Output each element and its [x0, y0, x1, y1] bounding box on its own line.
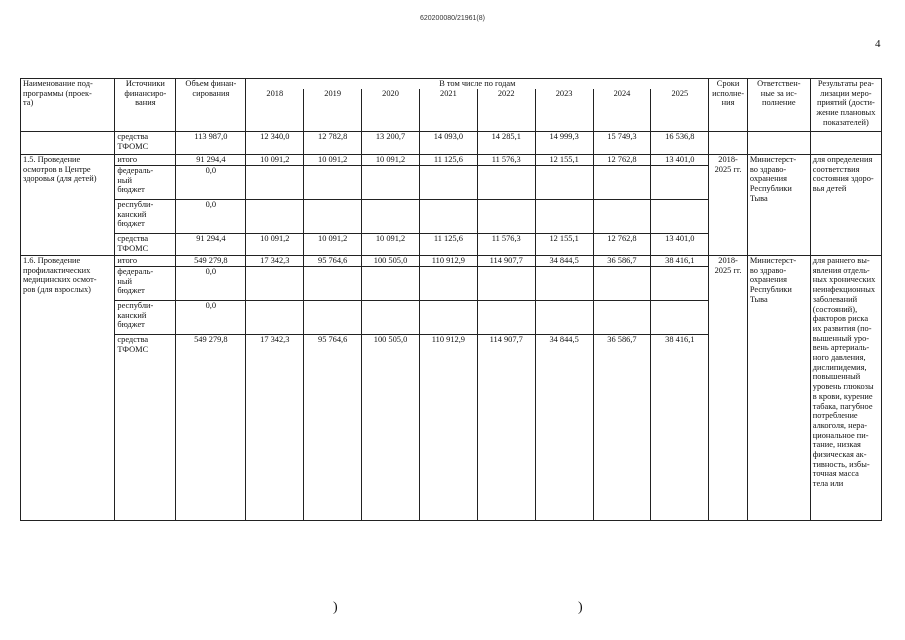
year-value-cell [246, 166, 304, 200]
year-value-cell: 34 844,5 [535, 335, 593, 521]
year-header: 2024 [593, 89, 651, 132]
empty-responsible-cell [747, 132, 810, 155]
year-value-cell [246, 267, 304, 301]
volume-cell: 113 987,0 [176, 132, 246, 155]
volume-cell: 91 294,4 [176, 234, 246, 256]
year-value-cell: 11 125,6 [419, 155, 477, 166]
source-cell: федераль- ный бюджет [115, 267, 176, 301]
year-value-cell: 10 091,2 [362, 155, 420, 166]
source-cell: федераль- ный бюджет [115, 166, 176, 200]
year-header: 2021 [419, 89, 477, 132]
year-value-cell [593, 166, 651, 200]
year-value-cell [477, 166, 535, 200]
document-id: 620200080/21961(8) [419, 15, 485, 22]
year-value-cell [246, 200, 304, 234]
financing-table [20, 78, 882, 521]
volume-cell: 0,0 [176, 166, 246, 200]
year-value-cell [593, 200, 651, 234]
table-row [21, 132, 882, 155]
scan-mark: ) [578, 600, 583, 615]
year-value-cell: 14 093,0 [419, 132, 477, 155]
year-value-cell: 17 342,3 [246, 335, 304, 521]
year-value-cell [362, 267, 420, 301]
year-value-cell [304, 200, 362, 234]
responsible-cell: Министерст- во здраво- охранения Республики Тыва [747, 256, 810, 521]
source-cell: итого [115, 155, 176, 166]
header-deadlines: Сроки исполне- ния [709, 79, 748, 132]
year-header: 2020 [362, 89, 420, 132]
header-name: Наименование под- программы (проек- та) [21, 79, 115, 132]
year-value-cell [593, 301, 651, 335]
responsible-cell: Министерст- во здраво- охранения Республики Тыва [747, 155, 810, 256]
table-row [21, 256, 882, 267]
year-value-cell: 12 782,8 [304, 132, 362, 155]
year-value-cell: 114 907,7 [477, 256, 535, 267]
source-cell: средства ТФОМС [115, 234, 176, 256]
year-value-cell: 95 764,6 [304, 335, 362, 521]
year-value-cell [477, 267, 535, 301]
year-value-cell [477, 200, 535, 234]
year-value-cell [419, 166, 477, 200]
year-header: 2022 [477, 89, 535, 132]
volume-cell: 549 279,8 [176, 256, 246, 267]
result-cell: для определения соответствия состояния здоро- вья детей [810, 155, 881, 256]
year-value-cell: 38 416,1 [651, 256, 709, 267]
year-value-cell: 10 091,2 [246, 155, 304, 166]
empty-name-cell [21, 132, 115, 155]
year-value-cell: 11 576,3 [477, 234, 535, 256]
year-value-cell: 100 505,0 [362, 256, 420, 267]
year-value-cell: 12 762,8 [593, 234, 651, 256]
page-number: 4 [875, 38, 881, 50]
year-value-cell [419, 301, 477, 335]
year-value-cell: 95 764,6 [304, 256, 362, 267]
header-responsible: Ответствен- ные за ис- полнение [747, 79, 810, 132]
table-row [21, 155, 882, 166]
empty-result-cell [810, 132, 881, 155]
volume-cell: 0,0 [176, 267, 246, 301]
year-value-cell [651, 267, 709, 301]
year-header: 2023 [535, 89, 593, 132]
year-value-cell [362, 200, 420, 234]
year-value-cell: 11 576,3 [477, 155, 535, 166]
result-cell: для раннего вы- явления отдель- ных хронических неинфекционных заболеваний (состояний), факторов риска их развития (по- вышенный уро- вень артериаль- ного давления, дислипидемия, повышенный уровень глюкозы в крови, курение табака, пагубное потребление алкоголя, нера- циональное пи- тание, низкая физическая ак- тивность, избы- точная масса тела или [810, 256, 881, 521]
year-value-cell: 10 091,2 [362, 234, 420, 256]
year-value-cell: 13 401,0 [651, 155, 709, 166]
source-cell: средства ТФОМС [115, 335, 176, 521]
source-cell: средства ТФОМС [115, 132, 176, 155]
year-value-cell [362, 166, 420, 200]
header-by-years: В том числе по годам [246, 79, 709, 89]
year-value-cell: 114 907,7 [477, 335, 535, 521]
header-results: Результаты реа- лизации меро- приятий (дости- жение плановых показателей) [810, 79, 881, 132]
header-volume: Объем финан- сирования [176, 79, 246, 132]
year-value-cell: 36 586,7 [593, 256, 651, 267]
year-header: 2019 [304, 89, 362, 132]
year-value-cell [477, 301, 535, 335]
scan-mark: ) [333, 600, 338, 615]
year-value-cell: 14 999,3 [535, 132, 593, 155]
year-value-cell [535, 200, 593, 234]
deadline-cell: 2018- 2025 гг. [709, 256, 748, 521]
year-value-cell [651, 301, 709, 335]
year-value-cell [304, 267, 362, 301]
year-value-cell: 34 844,5 [535, 256, 593, 267]
year-value-cell: 12 340,0 [246, 132, 304, 155]
year-value-cell: 12 155,1 [535, 234, 593, 256]
year-header: 2025 [651, 89, 709, 132]
volume-cell: 549 279,8 [176, 335, 246, 521]
year-value-cell: 38 416,1 [651, 335, 709, 521]
source-cell: итого [115, 256, 176, 267]
volume-cell: 0,0 [176, 301, 246, 335]
year-header: 2018 [246, 89, 304, 132]
year-value-cell [651, 200, 709, 234]
year-value-cell [535, 267, 593, 301]
year-value-cell [593, 267, 651, 301]
source-cell: республи- канский бюджет [115, 301, 176, 335]
subprogram-name: 1.5. Проведение осмотров в Центре здоровья (для детей) [21, 155, 115, 256]
year-value-cell: 12 155,1 [535, 155, 593, 166]
empty-deadline-cell [709, 132, 748, 155]
year-value-cell [535, 166, 593, 200]
year-value-cell [362, 301, 420, 335]
header-row [21, 79, 882, 89]
year-value-cell: 10 091,2 [304, 234, 362, 256]
year-value-cell: 13 401,0 [651, 234, 709, 256]
year-value-cell: 10 091,2 [304, 155, 362, 166]
year-value-cell: 110 912,9 [419, 256, 477, 267]
year-value-cell [419, 267, 477, 301]
year-value-cell: 15 749,3 [593, 132, 651, 155]
year-value-cell: 110 912,9 [419, 335, 477, 521]
year-value-cell: 10 091,2 [246, 234, 304, 256]
year-value-cell: 14 285,1 [477, 132, 535, 155]
year-value-cell: 100 505,0 [362, 335, 420, 521]
year-value-cell [246, 301, 304, 335]
volume-cell: 91 294,4 [176, 155, 246, 166]
subprogram-name: 1.6. Проведение профилактических медицинских осмот- ров (для взрослых) [21, 256, 115, 521]
year-value-cell: 13 200,7 [362, 132, 420, 155]
year-value-cell: 12 762,8 [593, 155, 651, 166]
header-sources: Источники финансиро- вания [115, 79, 176, 132]
year-value-cell [304, 301, 362, 335]
year-value-cell: 17 342,3 [246, 256, 304, 267]
volume-cell: 0,0 [176, 200, 246, 234]
deadline-cell: 2018- 2025 гг. [709, 155, 748, 256]
year-value-cell: 36 586,7 [593, 335, 651, 521]
year-value-cell [419, 200, 477, 234]
year-value-cell: 11 125,6 [419, 234, 477, 256]
year-value-cell [304, 166, 362, 200]
source-cell: республи- канский бюджет [115, 200, 176, 234]
year-value-cell [535, 301, 593, 335]
year-value-cell: 16 536,8 [651, 132, 709, 155]
year-value-cell [651, 166, 709, 200]
